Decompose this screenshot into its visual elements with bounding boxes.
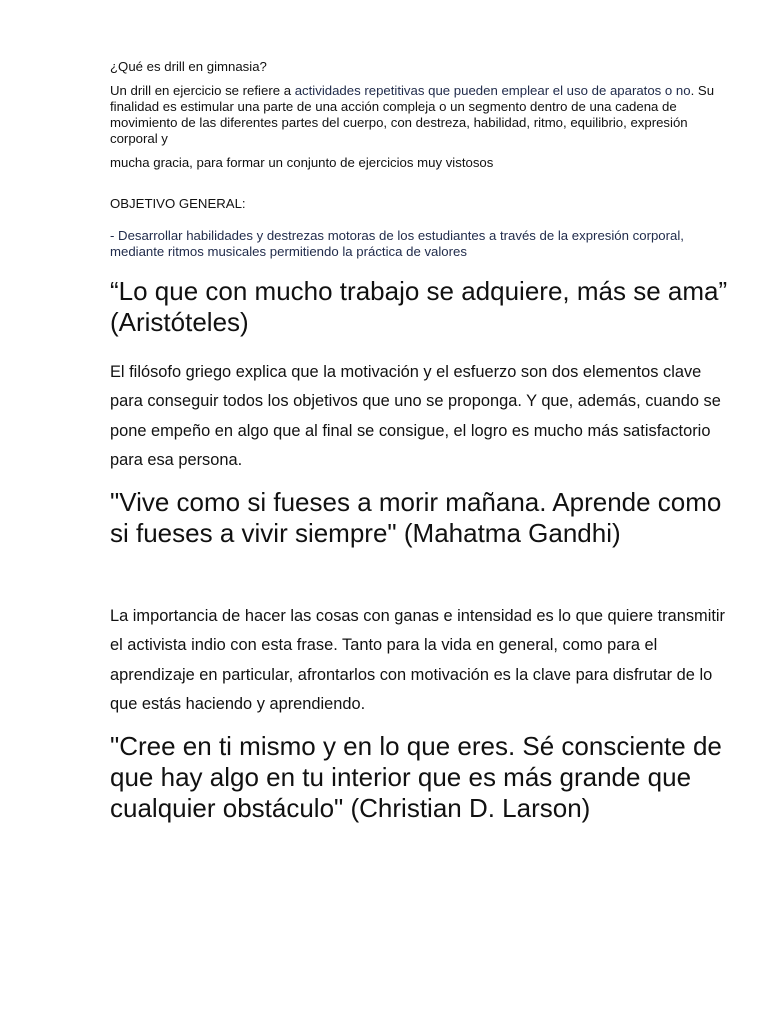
question-title: ¿Qué es drill en gimnasia? (110, 59, 267, 74)
quote-larson: "Cree en ti mismo y en lo que eres. Sé consciente de que hay algo en tu interior que es más grande que cualquier obstáculo" (Christian D. Larson) (110, 731, 722, 823)
intro-text-start: Un drill en ejercicio se refiere a (110, 83, 295, 98)
objective-heading: OBJETIVO GENERAL: (110, 196, 246, 211)
intro-text-end: . Su finalidad es estimular una parte de una acción compleja o un segmento dentro de una cadena de movimiento de las diferentes partes del cuerpo, con destreza, habilidad, ritmo, equilibrio, expresión corporal y (110, 83, 715, 146)
explanation-aristoteles: El filósofo griego explica que la motivación y el esfuerzo son dos elementos clave para conseguir todos los objetivos que uno se proponga. Y que, además, cuando se pone empeño en algo que al final se consigue, el logro es mucho más satisfactorio para esa persona. (110, 363, 721, 469)
objective-text: - Desarrollar habilidades y destrezas motoras de los estudiantes a través de la expresión corporal, mediante ritmos musicales permitiendo la práctica de valores (110, 228, 684, 259)
quote-aristoteles: “Lo que con mucho trabajo se adquiere, más se ama” (Aristóteles) (110, 276, 728, 337)
explanation-gandhi: La importancia de hacer las cosas con ganas e intensidad es lo que quiere transmitir el activista indio con esta frase. Tanto para la vida en general, como para el aprendizaje en particular, afrontarlos con motivación es la clave para disfrutar de lo que estás haciendo y aprendiendo. (110, 607, 726, 713)
quote-gandhi: "Vive como si fueses a morir mañana. Aprende como si fueses a vivir siempre" (Mahatma Gandhi) (110, 487, 722, 548)
intro-highlight-text: actividades repetitivas que pueden emplear el uso de aparatos o no (294, 83, 691, 98)
intro-continuation: mucha gracia, para formar un conjunto de ejercicios muy vistosos (110, 155, 494, 170)
intro-paragraph (110, 83, 730, 147)
